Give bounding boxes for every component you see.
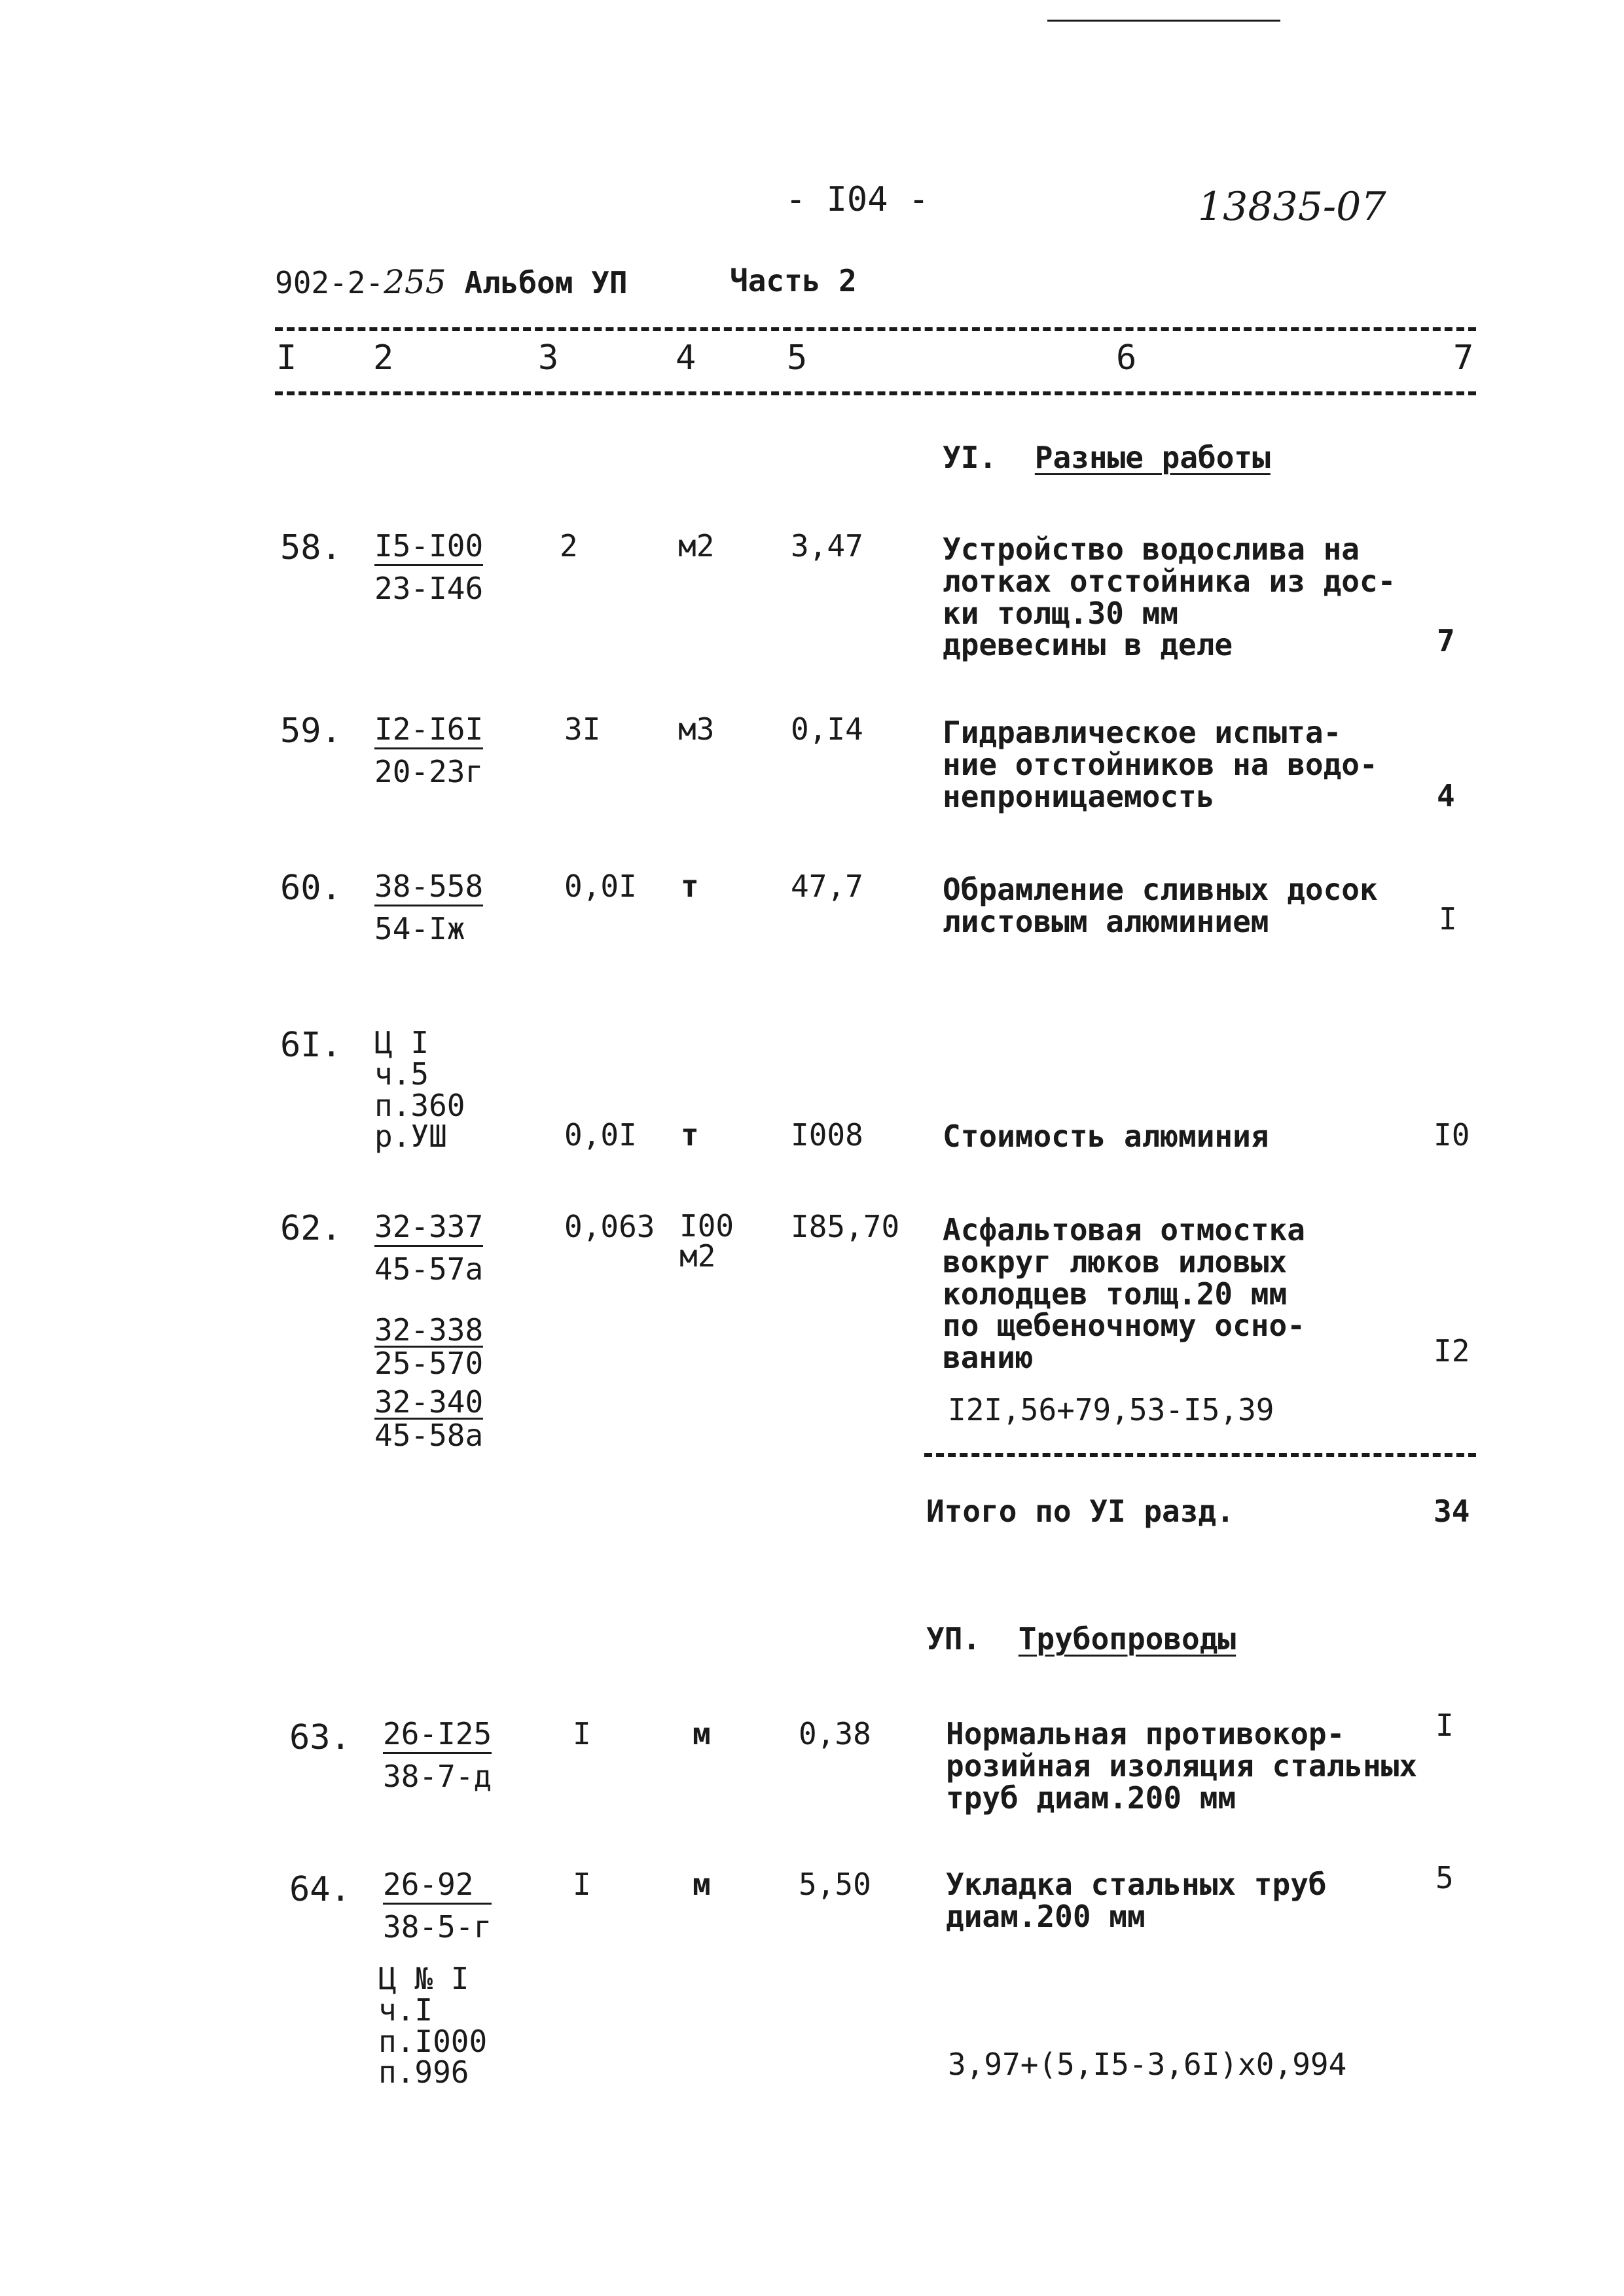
header-dash-top xyxy=(275,327,1476,331)
document-stamp: 13835-07 xyxy=(1198,184,1386,230)
code-bottom: 23-I46 xyxy=(374,571,484,607)
row-62-unit: I00 м2 xyxy=(679,1208,734,1274)
album-label: Альбом УП xyxy=(464,265,628,300)
row-62-description: Асфальтовая отмостка вокруг люков иловых колодцев толщ.20 мм по щебеночному осно- ванию xyxy=(943,1212,1305,1375)
row-61-qty: 0,0I xyxy=(564,1117,637,1153)
row-58-total: 7 xyxy=(1437,623,1455,658)
column-header-4: 4 xyxy=(676,338,696,378)
subtotal-6-value: 34 xyxy=(1434,1494,1470,1529)
row-59-number: 59. xyxy=(280,711,342,751)
document-header xyxy=(275,265,628,300)
doc-code-handwritten: 255 xyxy=(384,263,446,301)
row-61-code-block: Ц I ч.5 п.360 р.УШ xyxy=(374,1025,465,1155)
row-62-code-1 xyxy=(374,1211,483,1285)
row-60-price: 47,7 xyxy=(791,869,863,904)
header-dash-bottom xyxy=(275,391,1476,395)
column-header-5: 5 xyxy=(787,338,808,378)
row-58-number: 58. xyxy=(280,528,342,567)
row-59-description: Гидравлическое испыта- ние отстойников на водо- непроницаемость xyxy=(943,715,1378,814)
row-62-formula: I2I,56+79,53-I5,39 xyxy=(948,1392,1274,1427)
code-bottom: 54-Iж xyxy=(374,911,465,947)
section-7-number: УП. xyxy=(926,1621,981,1657)
code-top: 26-I25 xyxy=(383,1718,492,1754)
row-62-code-3 xyxy=(374,1386,483,1452)
row-64-price: 5,50 xyxy=(799,1867,871,1902)
row-62-number: 62. xyxy=(280,1209,342,1248)
row-64-description: Укладка стальных труб диам.200 мм xyxy=(946,1867,1327,1934)
row-62-code-2 xyxy=(374,1314,483,1380)
column-header-6: 6 xyxy=(1116,338,1137,378)
row-63-total: I xyxy=(1435,1708,1454,1743)
row-64-formula: 3,97+(5,I5-3,6I)х0,994 xyxy=(948,2047,1347,2082)
code-top: 32-338 xyxy=(374,1312,484,1348)
row-59-unit: м3 xyxy=(678,711,715,747)
code-bottom: 45-57а xyxy=(374,1251,484,1287)
row-60-qty: 0,0I xyxy=(564,869,637,904)
section-6-title xyxy=(943,442,1271,473)
code-top: I2-I6I xyxy=(374,713,483,749)
row-60-number: 60. xyxy=(280,869,342,908)
row-59-qty: 3I xyxy=(564,711,601,747)
doc-prefix: 902-2- xyxy=(275,265,384,300)
code-bottom: 25-570 xyxy=(374,1346,484,1382)
column-header-2: 2 xyxy=(373,338,394,378)
row-58-unit: м2 xyxy=(678,528,715,564)
section-6-name: Разные работы xyxy=(1034,440,1271,475)
row-60-code xyxy=(374,870,483,945)
code-top: 32-337 xyxy=(374,1211,483,1247)
code-top: 32-340 xyxy=(374,1384,484,1420)
row-64-code-block: Ц № I ч.I п.I000 п.996 xyxy=(378,1961,488,2090)
subtotal-6-label: Итого по УI разд. xyxy=(926,1494,1235,1529)
row-64-qty: I xyxy=(573,1867,591,1902)
code-top: I5-I00 xyxy=(374,530,483,566)
row-61-description: Стоимость алюминия xyxy=(943,1119,1269,1154)
row-64-total: 5 xyxy=(1435,1860,1454,1895)
row-63-price: 0,38 xyxy=(799,1716,871,1751)
code-bottom: 20-23г xyxy=(374,754,484,790)
row-60-unit: т xyxy=(681,869,699,904)
row-62-total: I2 xyxy=(1434,1333,1470,1369)
row-61-price: I008 xyxy=(791,1117,863,1153)
row-60-description: Обрамление сливных досок листовым алюминием xyxy=(943,872,1378,939)
part-label: Часть 2 xyxy=(730,263,857,298)
row-63-unit: м xyxy=(693,1716,711,1751)
column-header-3: 3 xyxy=(538,338,559,378)
row-62-price: I85,70 xyxy=(791,1209,900,1244)
row-58-description: Устройство водослива на лотках отстойника из дос- ки толщ.30 мм древесины в деле xyxy=(943,531,1396,663)
row-58-qty: 2 xyxy=(560,528,578,564)
section-7-title xyxy=(926,1623,1236,1655)
section-6-number: УI. xyxy=(943,440,998,475)
code-bottom: 38-5-г xyxy=(383,1909,492,1945)
row-59-code xyxy=(374,713,483,788)
row-63-code xyxy=(383,1718,492,1793)
row-59-price: 0,I4 xyxy=(791,711,863,747)
row-58-price: 3,47 xyxy=(791,528,863,564)
column-header-7: 7 xyxy=(1453,338,1474,378)
row-63-qty: I xyxy=(573,1716,591,1751)
page-number: - I04 - xyxy=(785,180,929,219)
row-60-total: I xyxy=(1439,901,1457,937)
row-64-code xyxy=(383,1869,492,1943)
row-59-total: 4 xyxy=(1437,778,1455,814)
top-rule xyxy=(1047,20,1280,22)
row-64-number: 64. xyxy=(289,1870,351,1909)
column-header-1: I xyxy=(276,338,297,378)
code-bottom: 45-58а xyxy=(374,1418,484,1454)
code-bottom: 38-7-д xyxy=(383,1759,492,1795)
code-top: 26-92 xyxy=(383,1869,492,1905)
section-7-name: Трубопроводы xyxy=(1018,1621,1236,1657)
row-61-unit: т xyxy=(681,1117,699,1153)
subtotal-dash xyxy=(924,1453,1476,1457)
row-63-number: 63. xyxy=(289,1718,351,1757)
row-58-code xyxy=(374,530,483,605)
row-61-number: 6I. xyxy=(280,1026,342,1065)
code-top: 38-558 xyxy=(374,870,483,906)
row-62-qty: 0,063 xyxy=(564,1209,655,1244)
row-64-unit: м xyxy=(693,1867,711,1902)
row-63-description: Нормальная противокор- розийная изоляция стальных труб диам.200 мм xyxy=(946,1716,1418,1816)
row-61-total: I0 xyxy=(1434,1117,1470,1153)
